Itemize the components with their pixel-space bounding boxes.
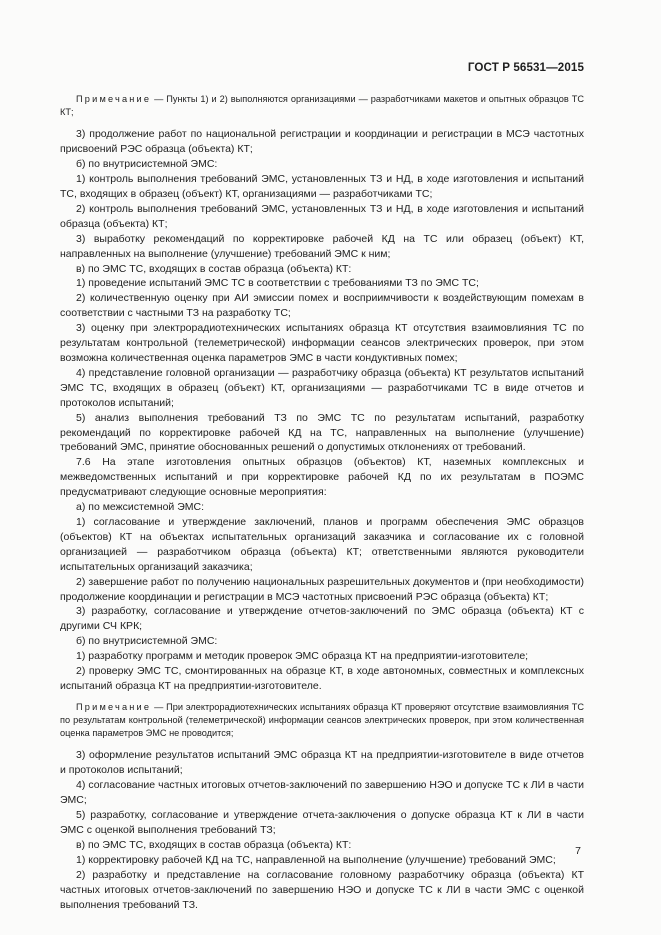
note-1: [60, 93, 584, 119]
page-number: 7: [575, 845, 581, 857]
paragraph: в) по ЭМС ТС, входящих в состав образца (объекта) КТ:: [76, 838, 352, 851]
paragraph: 1) согласование и утверждение заключений, планов и программ обеспечения ЭМС образцов (объектов) КТ на объектах испытательных организаций заказчика и согласование их с головной организацией — разработчиком образца (объекта) КТ; ответственными являются руководители испытательных организаций заказчика;: [60, 515, 584, 573]
section-paragraph: 7.6 На этапе изготовления опытных образцов (объектов) КТ, наземных комплексных и межведомственных испытаний и при корректировке рабочей КД по их результатам в ПОЭМС предусматривают следующие основные мероприятия:: [60, 456, 584, 499]
paragraph: 3) оформление результатов испытаний ЭМС образца КТ на предприятии-изготовителе в виде отчетов и протоколов испытаний;: [60, 749, 584, 777]
paragraph: 2) проверку ЭМС ТС, смонтированных на образце КТ, в ходе автономных, совместных и комплексных испытаний образца КТ на предприятии-изготовителе.: [60, 665, 584, 692]
paragraph: 2) количественную оценку при АИ эмиссии помех и восприимчивости к воздействующим помехам в соответствии с частными ТЗ на разработку ТС;: [60, 292, 584, 320]
standard-header: ГОСТ Р 56531—2015: [467, 61, 584, 74]
paragraph: б) по внутрисистемной ЭМС:: [76, 158, 218, 171]
note-dash: —: [154, 94, 164, 104]
note-2: [60, 701, 584, 741]
note-text: При электрорадиотехнических испытаниях образца КТ проверяют отсутствие взаимовлияния ТС по результатам контрольной (телеметрической) информации сеансов электрических проверок, при этом количественная оценка параметров ЭМС не проводится;: [60, 701, 584, 739]
paragraph: 3) выработку рекомендаций по корректировке рабочей КД на ТС или образец (объект) КТ, направленных на выполнение (улучшение) требований ЭМС к ним;: [60, 232, 584, 260]
paragraph: 1) контроль выполнения требований ЭМС, установленных ТЗ и НД, в ходе изготовления и испытаний ТС, входящих в образец (объект) КТ, организациями — разработчиками ТС;: [60, 173, 584, 201]
page-body: [60, 93, 584, 912]
note-label: Примечание: [76, 701, 152, 712]
paragraph: 3) оценку при электрорадиотехнических испытаниях образца КТ отсутствия взаимовлияния ТС по результатам контрольной (телеметрической) информации сеансов электрических проверок, при этом возможна количественная оценка параметров ЭМС в части кондуктивных помех;: [60, 322, 584, 364]
note-dash: —: [154, 701, 164, 712]
paragraph: 4) представление головной организации — разработчику образца (объекта) КТ результатов испытаний ЭМС ТС, входящих в образец (объект) КТ, организациями — разработчиками ТС в виде отчетов и протоколов испытаний;: [60, 366, 584, 409]
paragraph: 2) разработку и представление на согласование головному разработчику образца (объекта) КТ частных итоговых отчетов-заключений по завершению НЭО и допуске ТС к ЛИ в части ЭМС с оценкой выполнения требований ТЗ.: [60, 868, 584, 911]
paragraph: 5) анализ выполнения требований ТЗ по ЭМС ТС по результатам испытаний, разработку рекомендаций по корректировке рабочей КД на ТС, направленных на выполнение (улучшение) требований ЭМС, принятие обоснованных решений о допустимых отклонениях от требований.: [60, 411, 584, 454]
note-text: Пункты 1) и 2) выполняются организациями — разработчиками макетов и опытных образцов ТС КТ;: [60, 94, 584, 118]
paragraph: б) по внутрисистемной ЭМС:: [76, 635, 218, 648]
paragraph: 1) разработку программ и методик проверок ЭМС образца КТ на предприятии-изготовителе;: [76, 650, 529, 663]
paragraph: 3) продолжение работ по национальной регистрации и координации и регистрации в МСЭ частотных присвоений РЭС образца (объекта) КТ;: [60, 128, 584, 156]
paragraph: 1) проведение испытаний ЭМС ТС в соответствии с требованиями ТЗ по ЭМС ТС;: [76, 277, 479, 290]
note-label: Примечание: [76, 94, 152, 104]
paragraph: 2) контроль выполнения требований ЭМС, установленных ТЗ и НД, в ходе изготовления и испытаний образца (объекта) КТ;: [60, 202, 584, 230]
paragraph: в) по ЭМС ТС, входящих в состав образца (объекта) КТ:: [76, 262, 352, 275]
paragraph: а) по межсистемной ЭМС:: [76, 501, 204, 514]
paragraph: 4) согласование частных итоговых отчетов-заключений по завершению НЭО и допуске ТС к ЛИ в части ЭМС;: [60, 779, 584, 807]
paragraph: 1) корректировку рабочей КД на ТС, направленной на выполнение (улучшение) требований ЭМС;: [76, 853, 556, 866]
paragraph: 3) разработку, согласование и утверждение отчетов-заключений по ЭМС образца (объекта) КТ с другими СЧ КРК;: [60, 605, 584, 633]
paragraph: 2) завершение работ по получению национальных разрешительных документов и (при необходимости) продолжение координации и регистрации в МСЭ частотных присвоений РЭС образца (объекта) КТ;: [60, 575, 584, 603]
paragraph: 5) разработку, согласование и утверждение отчета-заключения о допуске образца КТ к ЛИ в части ЭМС с оценкой выполнения требований ТЗ;: [60, 809, 584, 836]
